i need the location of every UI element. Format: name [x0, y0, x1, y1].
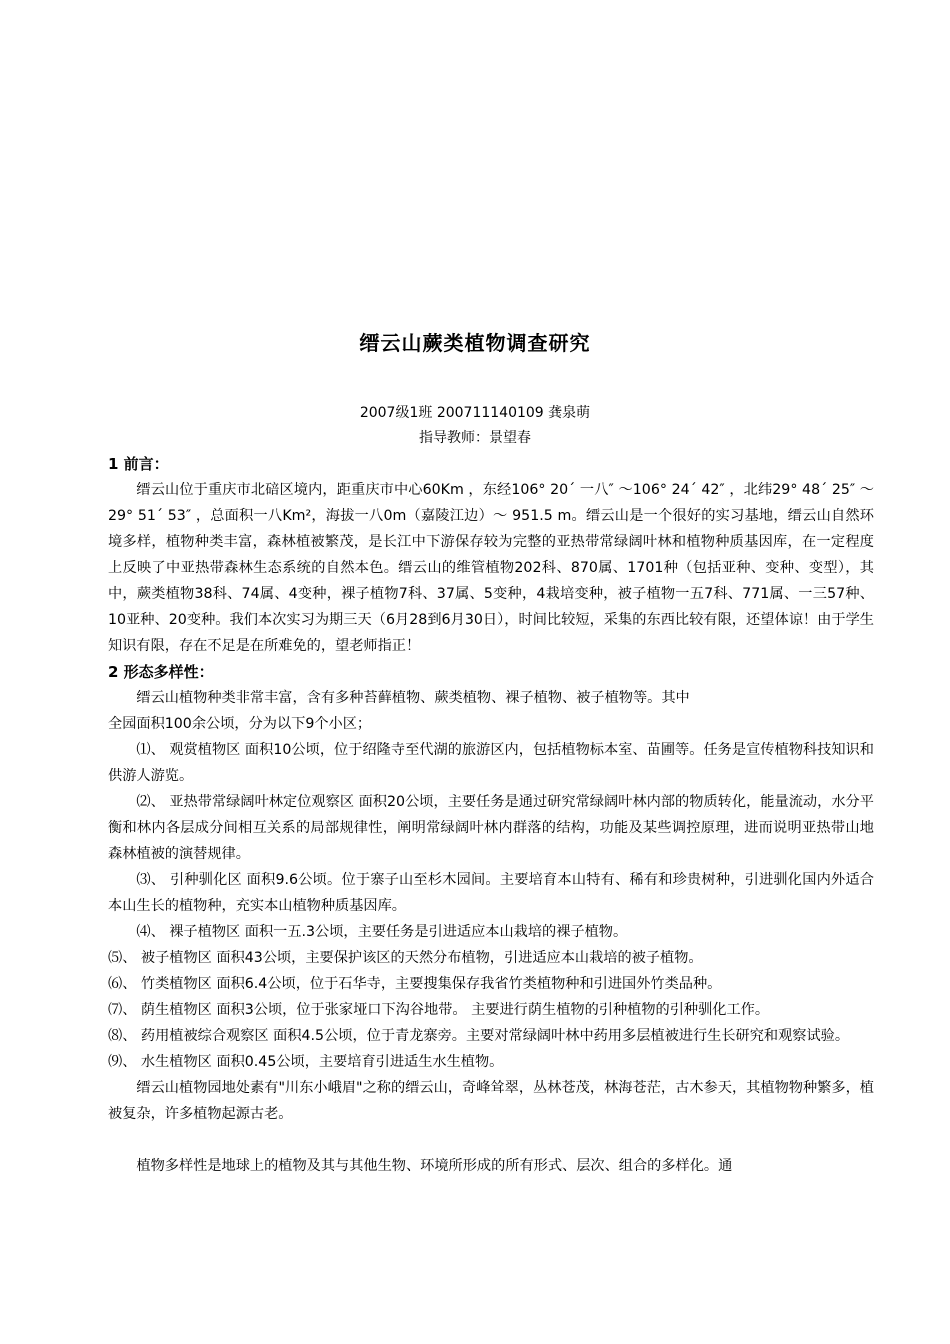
- zone-text: 面积43公顷，主要保护该区的天然分布植物，引进适应本山栽培的被子植物。: [216, 950, 703, 966]
- zone-text: 面积4.5公顷，位于青龙寨旁。主要对常绿阔叶林中药用多层植被进行生长研究和观察试验。: [273, 1028, 850, 1044]
- zone-item: [108, 867, 874, 919]
- zone-name: 观赏植物区: [169, 742, 241, 758]
- zone-number: ⑺、: [108, 1002, 137, 1018]
- section2-intro-a: 缙云山植物种类非常丰富，含有多种苔藓植物、蕨类植物、裸子植物、被子植物等。其中: [136, 690, 690, 706]
- zone-name: 药用植被综合观察区: [140, 1028, 269, 1044]
- document-body: [108, 451, 874, 1179]
- paragraph-gap: [108, 1127, 874, 1153]
- diversity-paragraph: 植物多样性是地球上的植物及其与其他生物、环境所形成的所有形式、层次、组合的多样化。通: [136, 1158, 733, 1174]
- zone-text: 面积20公顷，主要任务是通过研究常绿阔叶林内部的物质转化，能量流动，水分平衡和林内各层成分间相互关系的局部规律性，阐明常绿阔叶林内群落的结构，功能及某些调控原理，进而说明亚热带山地森林植被的演替规律。: [108, 794, 874, 862]
- zone-item: [108, 1049, 874, 1075]
- zone-text: 面积9.6公顷。位于寨子山至杉木园间。主要培育本山特有、稀有和珍贵树种，引进驯化国内外适合本山生长的植物种，充实本山植物种质基因库。: [108, 872, 874, 914]
- zone-name: 水生植物区: [140, 1054, 212, 1070]
- zone-number: ⑴、: [136, 742, 165, 758]
- zone-item: [108, 971, 874, 997]
- zone-number: ⑹、: [108, 976, 137, 992]
- section2-heading: 2 形态多样性：: [108, 663, 214, 681]
- document-title: 缙云山蕨类植物调查研究: [359, 331, 591, 355]
- zone-item: [108, 945, 874, 971]
- author-line: 2007级1班 200711140109 龚泉萌: [359, 405, 591, 421]
- zone-name: 引种驯化区: [169, 872, 242, 888]
- zone-number: ⑵、: [136, 794, 165, 810]
- zone-number: ⑼、: [108, 1054, 137, 1070]
- zone-item: [108, 789, 874, 867]
- zone-text: 面积6.4公顷，位于石华寺，主要搜集保存我省竹类植物种和引进国外竹类品种。: [216, 976, 722, 992]
- zone-text: 面积3公顷，位于张家垭口下沟谷地带。 主要进行荫生植物的引种植物的引种驯化工作。: [216, 1002, 770, 1018]
- zone-text: 面积一五.3公顷，主要任务是引进适应本山栽培的裸子植物。: [244, 924, 628, 940]
- zone-list: [108, 737, 874, 1075]
- closing-paragraph: 缙云山植物园地处素有"川东小峨眉"之称的缙云山，奇峰耸翠，丛林苍茂，林海苍茫，古木参天，其植物物种繁多，植被复杂，许多植物起源古老。: [108, 1080, 874, 1122]
- advisor-line: 指导教师：景望春: [419, 430, 531, 446]
- zone-name: 被子植物区: [140, 950, 212, 966]
- zone-number: ⑷、: [136, 924, 165, 940]
- zone-text: 面积0.45公顷，主要培育引进适生水生植物。: [216, 1054, 504, 1070]
- zone-item: [108, 1023, 874, 1049]
- zone-text: 面积10公顷，位于绍隆寺至代湖的旅游区内，包括植物标本室、苗圃等。任务是宣传植物科技知识和供游人游览。: [108, 742, 874, 784]
- zone-number: ⑻、: [108, 1028, 137, 1044]
- zone-name: 竹类植物区: [140, 976, 212, 992]
- zone-number: ⑸、: [108, 950, 137, 966]
- zone-item: [108, 997, 874, 1023]
- zone-name: 裸子植物区: [169, 924, 241, 940]
- section2-intro-b: 全园面积100余公顷，分为以下9个小区；: [108, 716, 372, 732]
- zone-name: 荫生植物区: [140, 1002, 212, 1018]
- zone-number: ⑶、: [136, 872, 166, 888]
- section1-paragraph: 缙云山位于重庆市北碚区境内，距重庆市中心60Km ，东经106° 20´ 一八″ ～106° 24´ 42″ ，北纬29° 48´ 25″ ～29° 51´ 53″ ，总面积一八Km²，海拔一八0m（嘉陵江边）～ 951.5 m。缙云山是一个很好的实习基地，缙云山自然环境多样，植物种类丰富，森林植被繁茂，是长江中下游保存较为完整的亚热带常绿阔叶林和植物种质基因库，在一定程度上反映了中亚热带森林生态系统的自然本色。缙云山的维管植物202科、870属、1701种（包括亚种、变种、变型），其中，蕨类植物38科、74属、4变种，裸子植物7科、37属、5变种，4栽培变种，被子植物一五7科、771属、一三57种、10亚种、20变种。我们本次实习为期三天（6月28到6月30日），时间比较短，采集的东西比较有限，还望体谅！由于学生知识有限，存在不足是在所难免的，望老师指正！: [108, 482, 874, 654]
- zone-item: [108, 919, 874, 945]
- zone-name: 亚热带常绿阔叶林定位观察区: [169, 794, 355, 810]
- zone-item: [108, 737, 874, 789]
- section1-heading: 1 前言：: [108, 455, 169, 473]
